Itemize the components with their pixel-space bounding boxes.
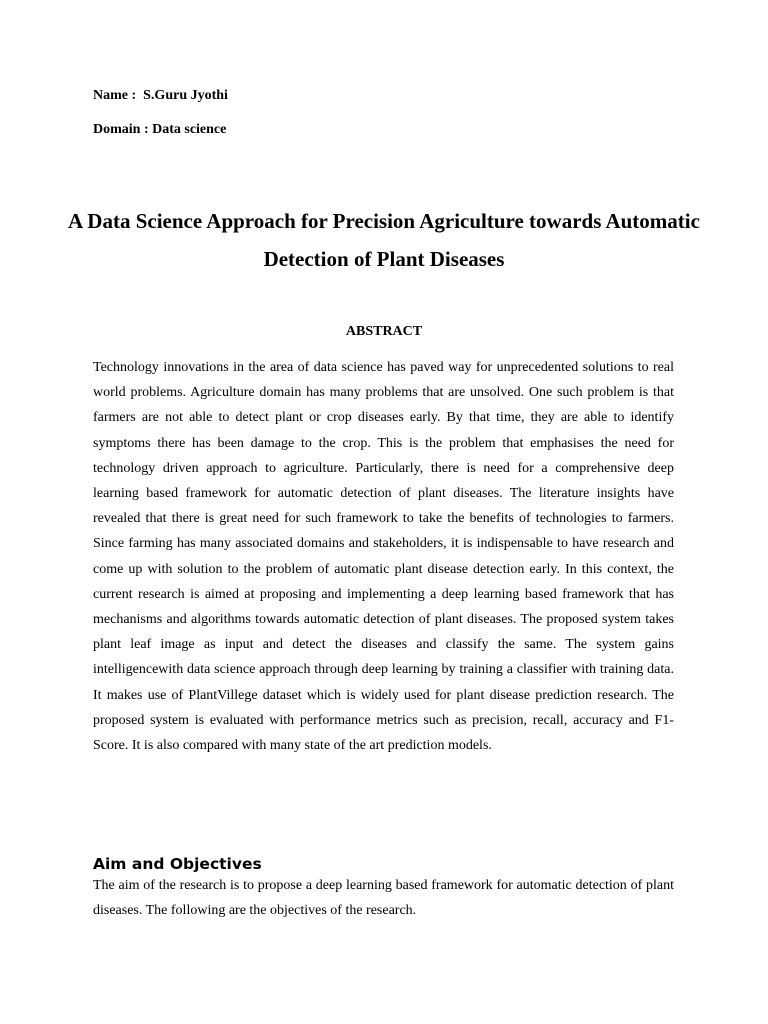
domain-line: Domain : Data science: [93, 122, 227, 137]
abstract-paragraph: Technology innovations in the area of data science has paved way for unprecedented solutions to real world problems. Agriculture domain has many problems that are unsolved. One such problem is that farmers are not able to detect plant or crop diseases early. By that time, they are able to identify symptoms there has been damage to the crop. This is the problem that emphasises the need for technology driven approach to agriculture. Particularly, there is need for a comprehensive deep learning based framework for automatic detection of plant diseases. The literature insights have revealed that there is great need for such framework to take the benefits of technologies to farmers. Since farming has many associated domains and stakeholders, it is indispensable to have research and come up with solution to the problem of automatic plant disease detection early. In this context, the current research is aimed at proposing and implementing a deep learning based framework that has mechanisms and algorithms towards automatic detection of plant diseases. The proposed system takes plant leaf image as input and detect the diseases and classify the same. The system gains intelligencewith data science approach through deep learning by training a classifier with training data. It makes use of PlantVillege dataset which is widely used for plant disease prediction research. The proposed system is evaluated with performance metrics such as precision, recall, accuracy and F1-Score. It is also compared with many state of the art prediction models.: [93, 360, 674, 754]
document-title: A Data Science Approach for Precision Agriculture towards Automatic Detection of Plant Diseases: [68, 209, 700, 271]
aim-objectives-heading: Aim and Objectives: [93, 855, 262, 873]
aim-paragraph: The aim of the research is to propose a deep learning based framework for automatic detection of plant diseases. The following are the objectives of the research.: [93, 878, 674, 919]
abstract-heading: ABSTRACT: [345, 324, 423, 339]
author-name-line: Name : S.Guru Jyothi: [93, 88, 228, 103]
